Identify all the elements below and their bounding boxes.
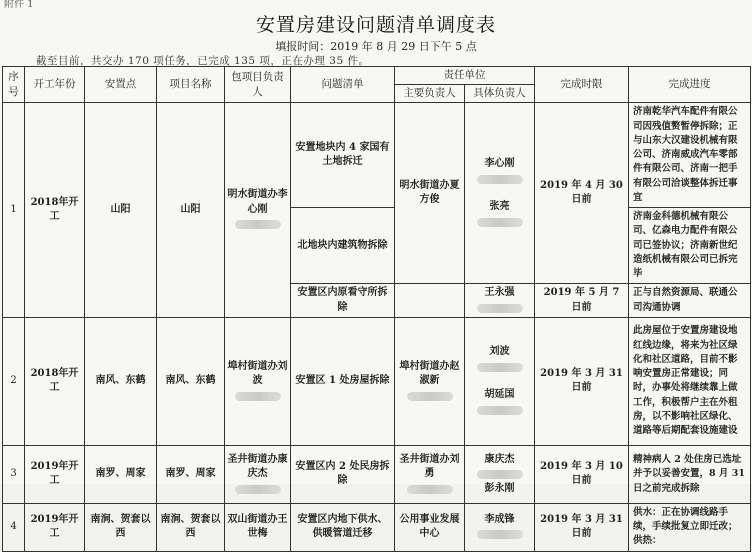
header-start-year: 开工年份 (25, 67, 85, 103)
fill-time: 填报时间：2019 年 8 月 29 日下午 5 点 (275, 40, 477, 53)
cell-deadline: 2019 年 5 月 7 日前 (535, 284, 629, 318)
specific-lead-text: 李成锋 (484, 513, 515, 525)
cell-project: 南涧、贺套以西 (157, 503, 225, 551)
redacted-mark (477, 175, 523, 184)
specific-lead-text: 康庆杰 (484, 453, 515, 465)
cell-owner (225, 103, 291, 318)
table-row (3, 503, 751, 551)
cell-specific-lead (465, 317, 535, 445)
redacted-mark (235, 485, 281, 494)
cell-progress: 精神病人 2 处住房已选址并予以妥善安置，8 月 31 日之前完成拆除 (629, 445, 751, 503)
cell-seq: 1 (3, 103, 25, 318)
cell-owner: 双山街道办王世梅 (225, 503, 291, 551)
cell-project: 南罗、周家 (157, 445, 225, 503)
cell-owner (225, 317, 291, 445)
redacted-mark (477, 406, 523, 415)
header-deadline: 完成时限 (535, 67, 629, 103)
main-lead-text: 圣井街道办刘勇 (399, 453, 460, 480)
cell-seq: 2 (3, 317, 25, 445)
cell-start-year: 2018年开工 (25, 103, 85, 318)
cell-start-year: 2019年开工 (25, 503, 85, 551)
owner-text: 圣井街道办康庆杰 (227, 453, 288, 480)
cell-deadline: 2019 年 3 月 31 日前 (535, 317, 629, 445)
cell-progress: 供水：正在协调线路手续，手续批复立即迁改；供热： (629, 503, 751, 551)
cell-location: 南风、东鹤 (85, 317, 157, 445)
redacted-mark (407, 392, 453, 401)
redacted-mark (477, 363, 523, 372)
cell-specific-lead (465, 445, 535, 503)
cell-seq: 3 (3, 445, 25, 503)
header-owner: 包项目负责人 (225, 67, 291, 103)
redacted-mark (235, 220, 281, 229)
cell-location: 山阳 (85, 103, 157, 318)
table-row (3, 317, 751, 445)
specific-lead-text: 王永强 (484, 287, 515, 299)
cell-start-year: 2018年开工 (25, 317, 85, 445)
table-row (3, 103, 751, 208)
cell-main-lead: 公用事业发展中心 (395, 503, 465, 551)
cell-progress: 此房屋位于安置房建设地红线边缘，将来为社区绿化和社区道路，目前不影响安置房正常建设；同时，办事处将继续靠上做工作，积极帮户主在外租房，以不影响社区绿化、道路等后期配套设施建设 (629, 317, 751, 445)
redacted-mark (407, 485, 453, 494)
table-row (3, 445, 751, 503)
cell-issue: 安置区内原看守所拆除 (291, 284, 395, 318)
cell-issue: 安置地块内 4 家国有土地拆迁 (291, 103, 395, 208)
specific-lead-text: 刘波 (489, 346, 510, 358)
page-title: 安置房建设问题清单调度表 (255, 14, 496, 36)
cell-location: 南涧、贺套以西 (85, 503, 157, 551)
header-specific-lead: 具体负责人 (465, 85, 535, 103)
cell-progress: 济南金科德机械有限公司、亿森电力配件有限公司已签协议；济南新世纪造纸机械有限公司已拆完毕 (629, 208, 751, 284)
specific-lead-text-2: 张亮 (489, 201, 510, 213)
annex-label: 附件 1 (4, 0, 34, 10)
header-seq: 序号 (3, 67, 25, 103)
redacted-mark (235, 392, 281, 401)
cell-deadline: 2019 年 3 月 10 日前 (535, 445, 629, 503)
header-location: 安置点 (85, 67, 157, 103)
redacted-mark (477, 304, 523, 313)
cell-owner (225, 445, 291, 503)
cell-issue: 安置区 1 处房屋拆除 (291, 317, 395, 445)
specific-lead-text-2: 彭永刚 (484, 482, 515, 494)
header-project: 项目名称 (157, 67, 225, 103)
header-issues: 问题清单 (291, 67, 395, 103)
owner-text: 明水街道办李心刚 (227, 189, 288, 215)
cell-specific-lead (465, 103, 535, 284)
cell-progress: 正与自然资源局、联通公司沟通协调 (629, 284, 751, 318)
summary-text: 截至目前，共交办 170 项任务，已完成 135 项，正在办理 35 件。 (36, 55, 370, 67)
cell-progress: 济南乾华汽车配件有限公司因残值赘暂停拆除；正与山东大汉建设机械有限公司、济南威成汽车零部件有限公司、济南一把手有限公司洽谈整体拆迁事宜 (629, 103, 751, 208)
cell-main-lead (395, 317, 465, 445)
cell-location: 南罗、周家 (85, 445, 157, 503)
cell-specific-lead (465, 284, 535, 318)
header-progress: 完成进度 (629, 67, 751, 103)
cell-seq: 4 (3, 503, 25, 551)
cell-issue: 北地块内建筑物拆除 (291, 208, 395, 284)
main-lead-text: 埠村街道办赵淑新 (399, 360, 460, 387)
header-main-lead: 主要负责人 (395, 85, 465, 103)
specific-lead-text: 李心刚 (484, 158, 515, 170)
cell-main-lead (395, 445, 465, 503)
cell-project: 南风、东鹤 (157, 317, 225, 445)
owner-text: 埠村街道办刘波 (227, 360, 288, 387)
cell-project: 山阳 (157, 103, 225, 318)
cell-issue: 安置区内 2 处民房拆除 (291, 445, 395, 503)
cell-main-lead-empty (395, 284, 465, 318)
schedule-table (2, 66, 751, 552)
cell-deadline: 2019 年 4 月 30 日前 (535, 103, 629, 284)
header-responsible: 责任单位 (395, 67, 535, 85)
cell-start-year: 2019年开工 (25, 445, 85, 503)
redacted-mark (477, 470, 523, 479)
redacted-mark (477, 218, 523, 227)
cell-specific-lead (465, 503, 535, 551)
cell-issue: 安置区内地下供水、供暖管道迁移 (291, 503, 395, 551)
specific-lead-text-2: 胡延国 (484, 389, 515, 401)
cell-main-lead: 明水街道办夏方俊 (395, 103, 465, 284)
cell-deadline: 2019 年 3 月 31 日前 (535, 503, 629, 551)
redacted-mark (477, 530, 523, 539)
